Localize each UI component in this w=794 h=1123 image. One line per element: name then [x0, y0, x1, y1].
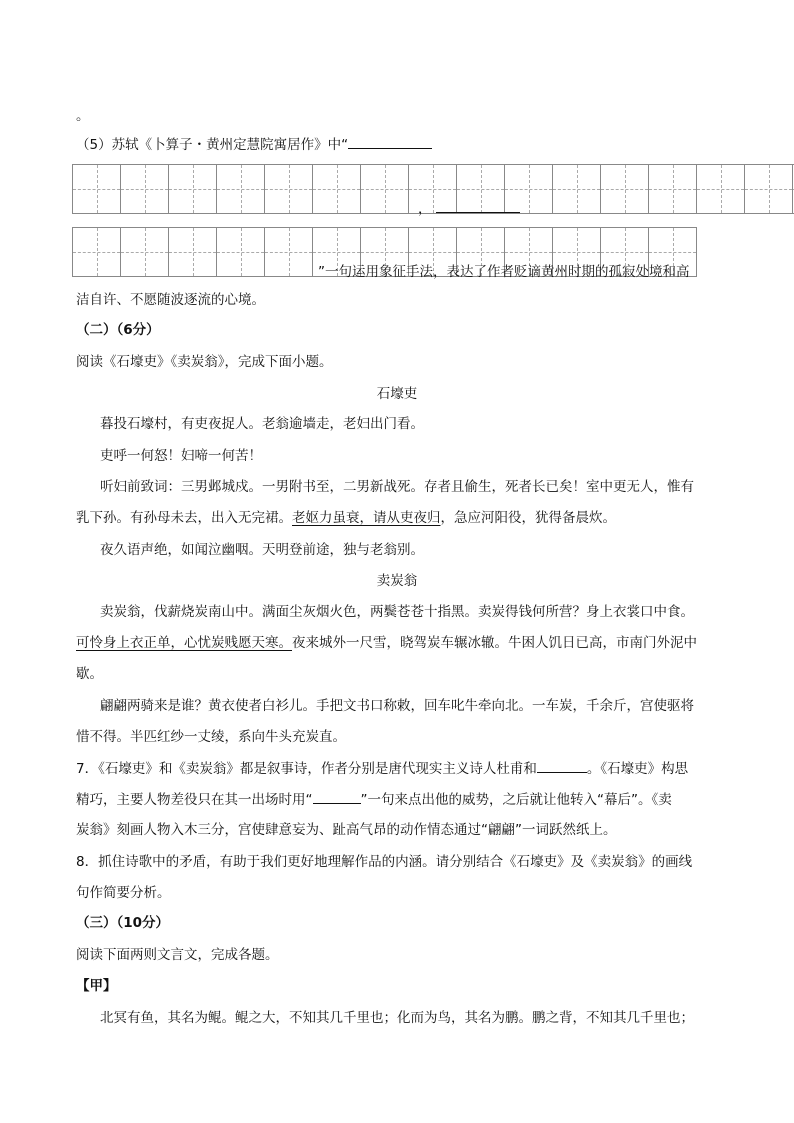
text-span: 夜来城外一尺雪，晓驾炭车辗冰辙。牛困人饥日已高，市南门外泥中 — [292, 635, 697, 651]
poem-2-paragraph-2b: 歇。 — [76, 666, 103, 682]
passage-jia-paragraph-1: 北冥有鱼，其名为鲲。鲲之大，不知其几千里也；化而为鸟，其名为鹏。鹏之背，不知其几千里也； — [100, 1010, 694, 1026]
question-5-prompt — [76, 134, 432, 155]
period-mark: 。 — [76, 108, 90, 124]
section-2-instruction: 阅读《石壕吏》《卖炭翁》，完成下面小题。 — [76, 354, 333, 370]
text-span: 乳下孙。有孙母未去，出入无完裙。 — [76, 510, 292, 526]
grid-cell[interactable] — [217, 228, 265, 276]
section-3-header: （三）（10分） — [76, 915, 170, 931]
answer-blank-q7-quote[interactable] — [313, 789, 361, 804]
question-5-comma-line — [418, 198, 520, 219]
comma: ， — [418, 201, 432, 217]
grid-cell[interactable] — [553, 165, 601, 213]
poem-2-paragraph-2 — [76, 633, 697, 653]
section-2-header: （二）（6分） — [76, 322, 160, 338]
question-5-prefix: （5）苏轼《卜算子・黄州定慧院寓居作》中“ — [76, 137, 349, 153]
grid-cell[interactable] — [217, 165, 265, 213]
question-8-line-2: 句作简要分析。 — [76, 885, 171, 901]
section-3-instruction: 阅读下面两则文言文，完成各题。 — [76, 947, 279, 963]
text-span: 精巧，主要人物差役只在其一出场时用“ — [76, 792, 313, 808]
grid-cell[interactable] — [121, 165, 169, 213]
grid-cell[interactable] — [265, 165, 313, 213]
question-5-line2: 洁自许、不愿随波逐流的心境。 — [76, 292, 265, 308]
grid-cell[interactable] — [745, 165, 793, 213]
question-7-line-3: 炭翁》刻画人物入木三分，宫使肆意妄为、趾高气昂的动作情态通过“翩翩”一词跃然纸上。 — [76, 822, 617, 838]
passage-label-jia: 【甲】 — [76, 978, 117, 994]
grid-cell[interactable] — [313, 165, 361, 213]
poem-2-paragraph-3a: 翩翩两骑来是谁？黄衣使者白衫儿。手把文书口称敕，回车叱牛牵向北。一车炭，千余斤，宫使驱将 — [100, 698, 694, 714]
underlined-line-2: 可怜身上衣正单，心忧炭贱愿天寒。 — [76, 635, 292, 651]
poem-1-paragraph-3a: 听妇前致词：三男邺城戍。一男附书至，二男新战死。存者且偷生，死者长已矣！室中更无人，惟有 — [100, 479, 694, 495]
text-span: ，急应河阳役，犹得备晨炊。 — [440, 510, 616, 526]
answer-blank-2[interactable] — [436, 198, 520, 213]
poem-1-paragraph-4: 夜久语声绝，如闻泣幽咽。天明登前途，独与老翁别。 — [100, 542, 424, 558]
poem-2-paragraph-3b: 惜不得。半匹红纱一丈绫，系向牛头充炭直。 — [76, 729, 346, 745]
poem-2-title: 卖炭翁 — [376, 573, 418, 589]
grid-cell[interactable] — [265, 228, 313, 276]
question-5-suffix: ”一句运用象征手法，表达了作者贬谪黄州时期的孤寂处境和高 — [318, 264, 690, 280]
question-7-line-1 — [76, 758, 688, 779]
question-8-line-1: 8．抓住诗歌中的矛盾，有助于我们更好地理解作品的内涵。请分别结合《石壕吏》及《卖炭翁》的画线 — [76, 854, 693, 870]
grid-cell[interactable] — [73, 228, 121, 276]
grid-cell[interactable] — [121, 228, 169, 276]
poem-1-title: 石壕吏 — [376, 386, 418, 402]
grid-cell[interactable] — [697, 165, 745, 213]
grid-cell[interactable] — [169, 228, 217, 276]
answer-blank-1[interactable] — [348, 134, 432, 149]
underlined-line-1: 老妪力虽衰，请从吏夜归 — [292, 510, 441, 526]
poem-1-paragraph-1: 暮投石壕村，有吏夜捉人。老翁逾墙走，老妇出门看。 — [100, 416, 424, 432]
question-7-line-2 — [76, 789, 672, 810]
grid-cell[interactable] — [73, 165, 121, 213]
answer-blank-q7-author[interactable] — [537, 758, 587, 773]
text-span: ”一句来点出他的威势，之后就让他转入“幕后”。《卖 — [360, 792, 672, 808]
grid-cell[interactable] — [169, 165, 217, 213]
poem-1-paragraph-2: 吏呼一何怒！妇啼一何苦！ — [100, 448, 262, 464]
grid-cell[interactable] — [601, 165, 649, 213]
grid-cell[interactable] — [649, 165, 697, 213]
text-span: 。《石壕吏》构思 — [586, 761, 689, 777]
grid-cell[interactable] — [361, 165, 409, 213]
poem-2-paragraph-1: 卖炭翁，伐薪烧炭南山中。满面尘灰烟火色，两鬓苍苍十指黑。卖炭得钱何所营？身上衣裳口中食。 — [100, 604, 694, 620]
text-span: 7．《石壕吏》和《卖炭翁》都是叙事诗，作者分别是唐代现实主义诗人杜甫和 — [76, 761, 537, 777]
poem-1-paragraph-3b — [76, 508, 616, 528]
